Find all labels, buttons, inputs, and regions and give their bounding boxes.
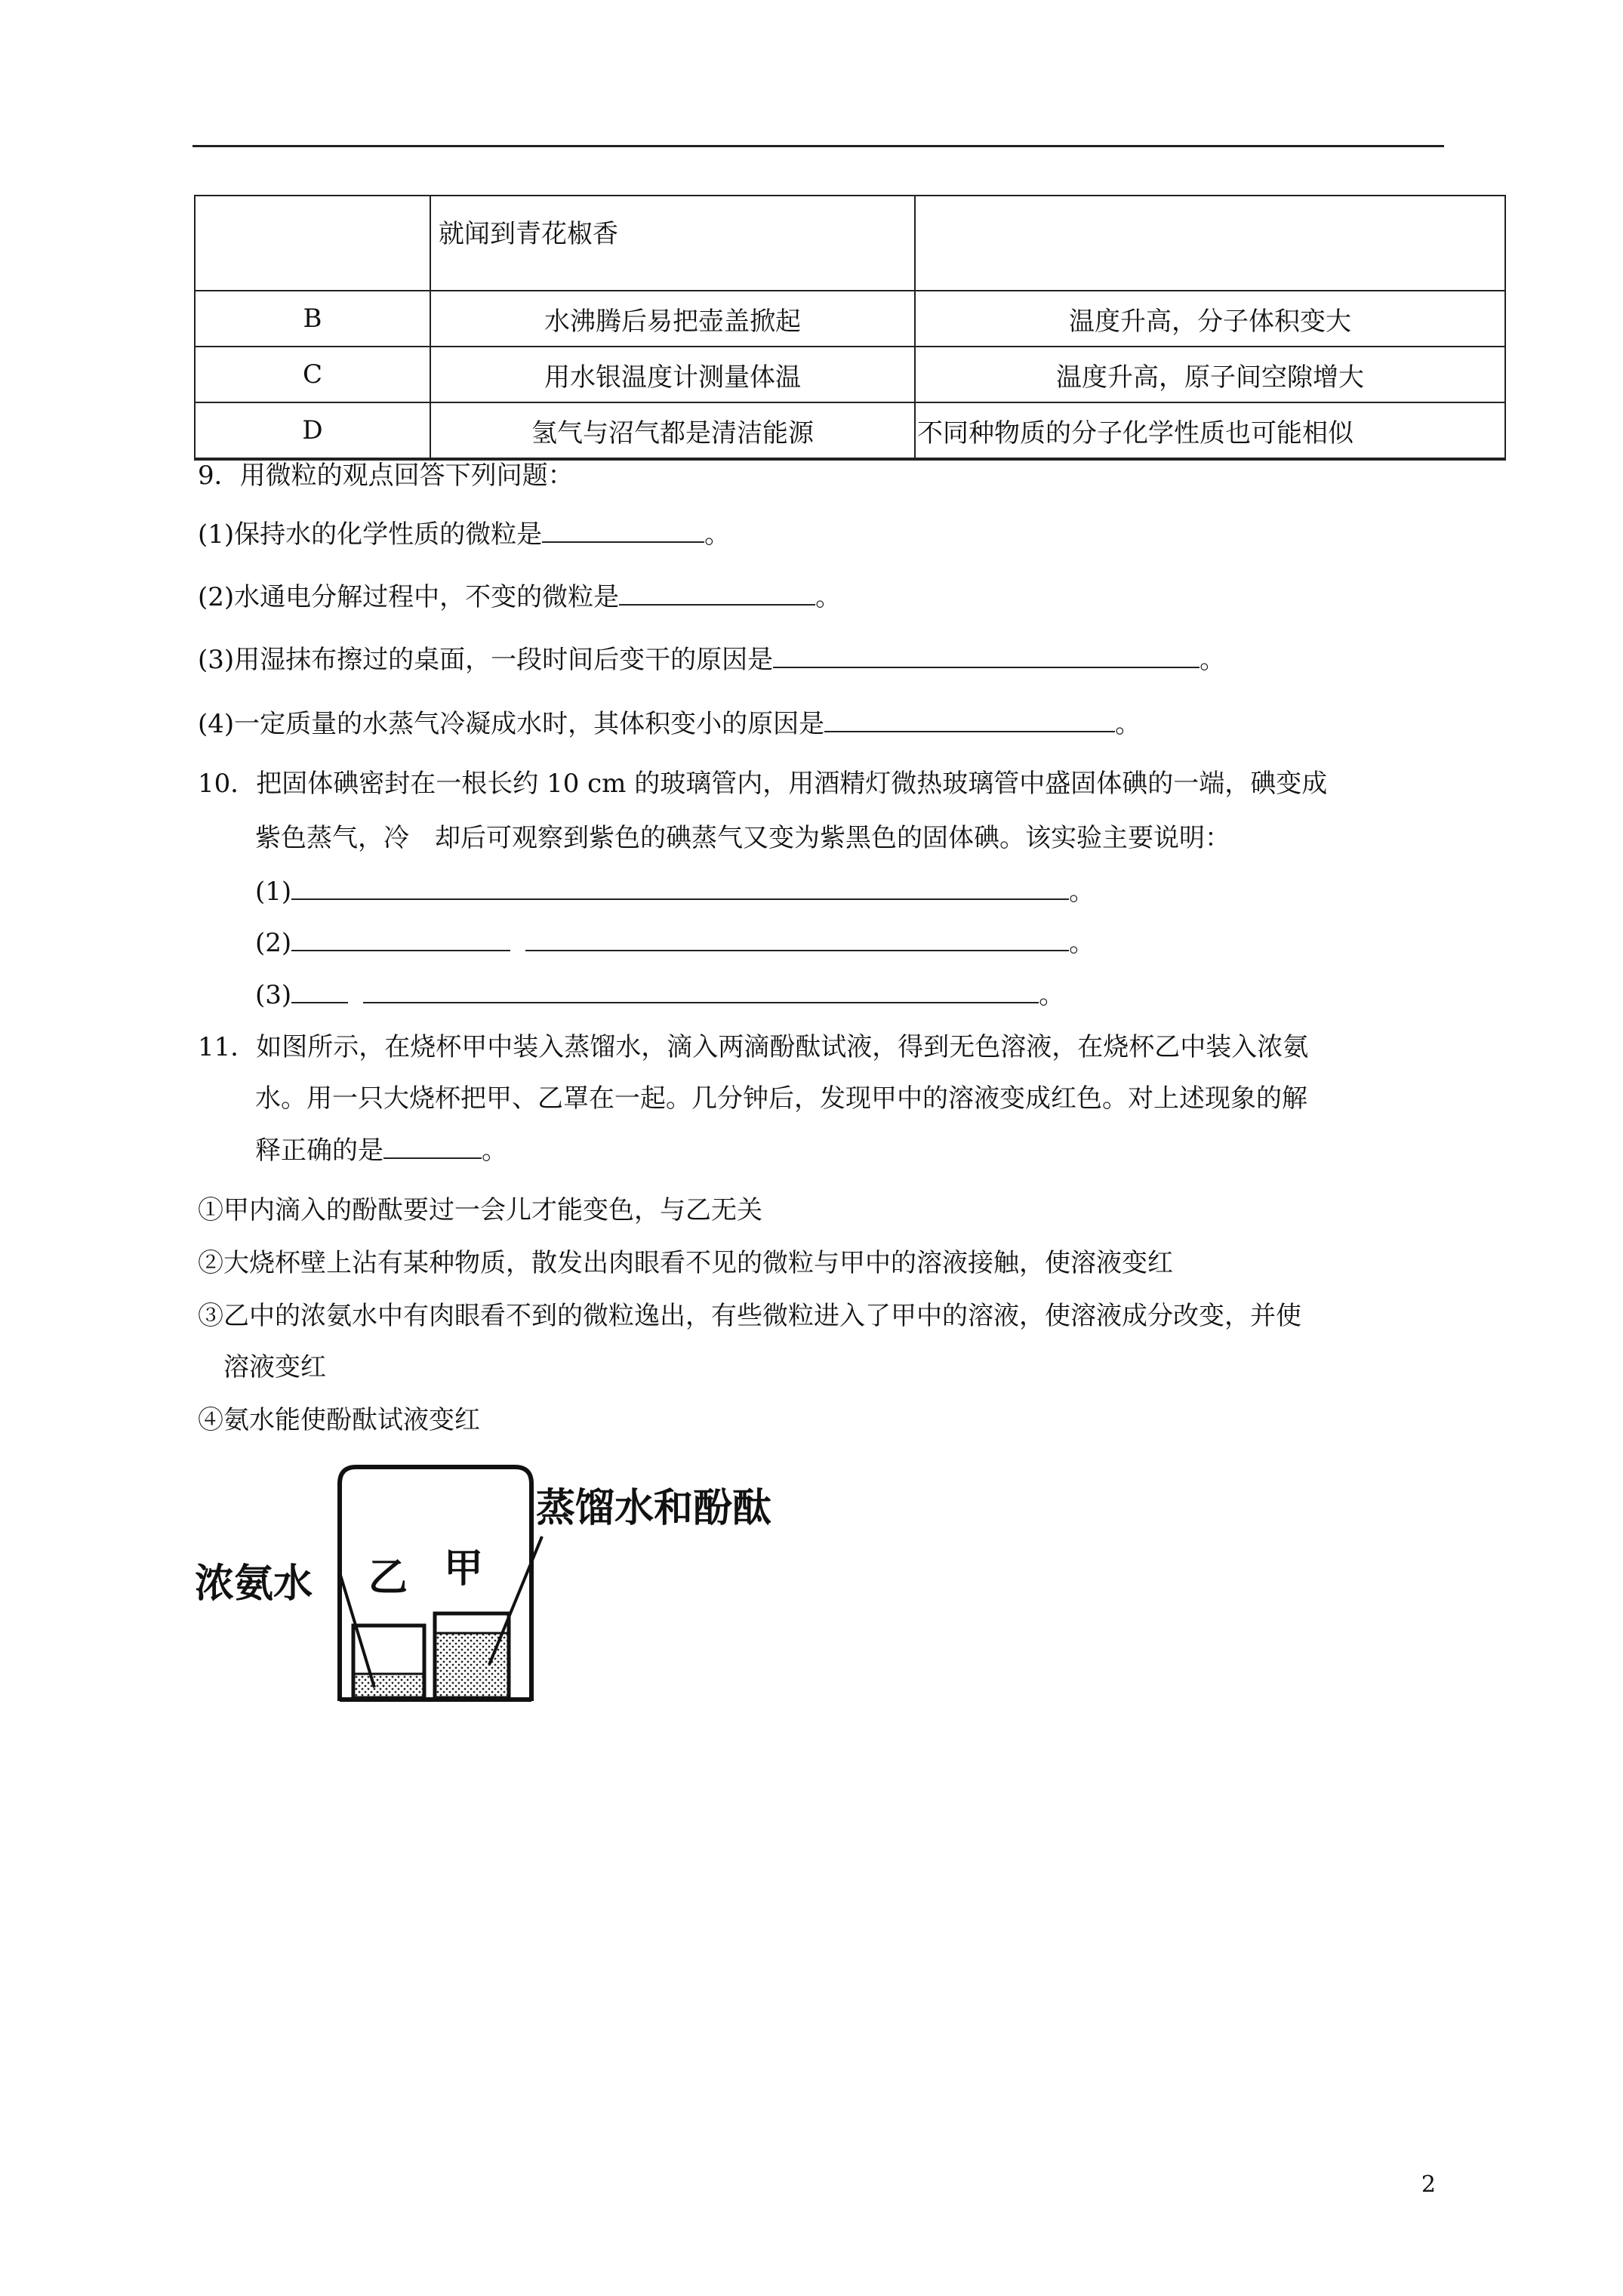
table-row [195,196,1505,291]
q11-line3-text: 释正确的是 [255,1136,383,1166]
table-cell-phenomenon: 水沸腾后易把壶盖掀起 [430,291,915,347]
q9-part3 [198,644,1225,675]
label-yi: 乙 [368,1555,408,1601]
answer-blank[interactable] [383,1135,482,1159]
q11-option1: ①甲内滴入的酚酞要过一会儿才能变色，与乙无关 [198,1195,762,1225]
q9-part1-text: (1)保持水的化学性质的微粒是 [198,519,543,550]
table-cell-explanation: 不同种物质的分子化学性质也可能相似 [915,402,1505,459]
answer-blank[interactable] [619,581,815,606]
answer-blank[interactable] [773,644,1200,668]
q10-answer3 [255,979,1064,1010]
period: 。 [482,1136,507,1166]
q10-line1: 10．把固体碘密封在一根长约 10 cm 的玻璃管内，用酒精灯微热玻璃管中盛固体碘的一端，碘变成 [198,769,1328,799]
beaker-figure [195,1461,821,1703]
table-row [195,347,1505,402]
q11-option3-cont: 溶液变红 [223,1352,326,1382]
answer-blank[interactable] [824,708,1115,732]
period: 。 [704,519,731,550]
q10-answer1-label: (1) [255,877,292,907]
options-table [194,195,1506,461]
table-row [195,291,1505,347]
q9-part4-text: (4)一定质量的水蒸气冷凝成水时，其体积变小的原因是 [198,709,825,739]
table-cell-option [195,196,430,291]
q9-part2 [198,581,841,612]
q11-option4: ④氨水能使酚酞试液变红 [198,1405,480,1435]
ammonia-liquid [355,1674,423,1697]
answer-blank[interactable] [542,519,704,543]
q11-option3: ③乙中的浓氨水中有肉眼看不到的微粒逸出，有些微粒进入了甲中的溶液，使溶液成分改变，并使 [198,1301,1301,1331]
table-cell-phenomenon: 氢气与沼气都是清洁能源 [430,402,915,459]
period: 。 [1069,877,1095,907]
answer-blank[interactable] [525,927,1069,951]
period: 。 [1115,709,1141,739]
label-water-phenolphthalein: 蒸馏水和酚酞 [536,1486,772,1531]
q10-answer1 [255,876,1095,907]
q9-part1 [198,519,730,550]
answer-blank[interactable] [291,927,510,951]
table-cell-option: D [195,402,430,459]
header-rule [192,145,1444,147]
answer-blank[interactable] [291,979,348,1003]
table-cell-phenomenon: 就闻到青花椒香 [430,196,915,291]
period: 。 [1069,928,1095,958]
table-cell-explanation [915,196,1505,291]
q10-line2: 紫色蒸气，冷 却后可观察到紫色的碘蒸气又变为紫黑色的固体碘。该实验主要说明： [255,823,1230,853]
table-cell-option: B [195,291,430,347]
page-number: 2 [1421,2171,1436,2198]
leader-line-right [489,1536,542,1665]
period: 。 [815,582,842,612]
q11-line1: 11．如图所示，在烧杯甲中装入蒸馏水，滴入两滴酚酞试液，得到无色溶液，在烧杯乙中装入浓氨 [198,1032,1309,1062]
period: 。 [1039,980,1065,1010]
table-row [195,402,1505,459]
q11-option2: ②大烧杯壁上沾有某种物质，散发出肉眼看不见的微粒与甲中的溶液接触，使溶液变红 [198,1248,1173,1278]
q9-part2-text: (2)水通电分解过程中，不变的微粒是 [198,582,620,612]
q10-answer2-label: (2) [255,928,292,958]
q11-line3 [255,1135,507,1166]
table-cell-option: C [195,347,430,402]
q10-answer3-label: (3) [255,980,292,1010]
label-ammonia: 浓氨水 [195,1561,313,1607]
q9-part3-text: (3)用湿抹布擦过的桌面，一段时间后变干的原因是 [198,645,774,675]
period: 。 [1200,645,1226,675]
q9-stem: 9．用微粒的观点回答下列问题： [198,461,574,491]
q9-part4 [198,708,1141,739]
answer-blank[interactable] [363,979,1039,1003]
table-cell-phenomenon: 用水银温度计测量体温 [430,347,915,402]
label-jia: 甲 [444,1546,484,1592]
q10-answer2 [255,927,1095,958]
table-cell-explanation: 温度升高，分子体积变大 [915,291,1505,347]
table-cell-explanation: 温度升高，原子间空隙增大 [915,347,1505,402]
answer-blank[interactable] [291,876,1069,900]
q11-line2: 水。用一只大烧杯把甲、乙罩在一起。几分钟后，发现甲中的溶液变成红色。对上述现象的解 [255,1083,1307,1114]
